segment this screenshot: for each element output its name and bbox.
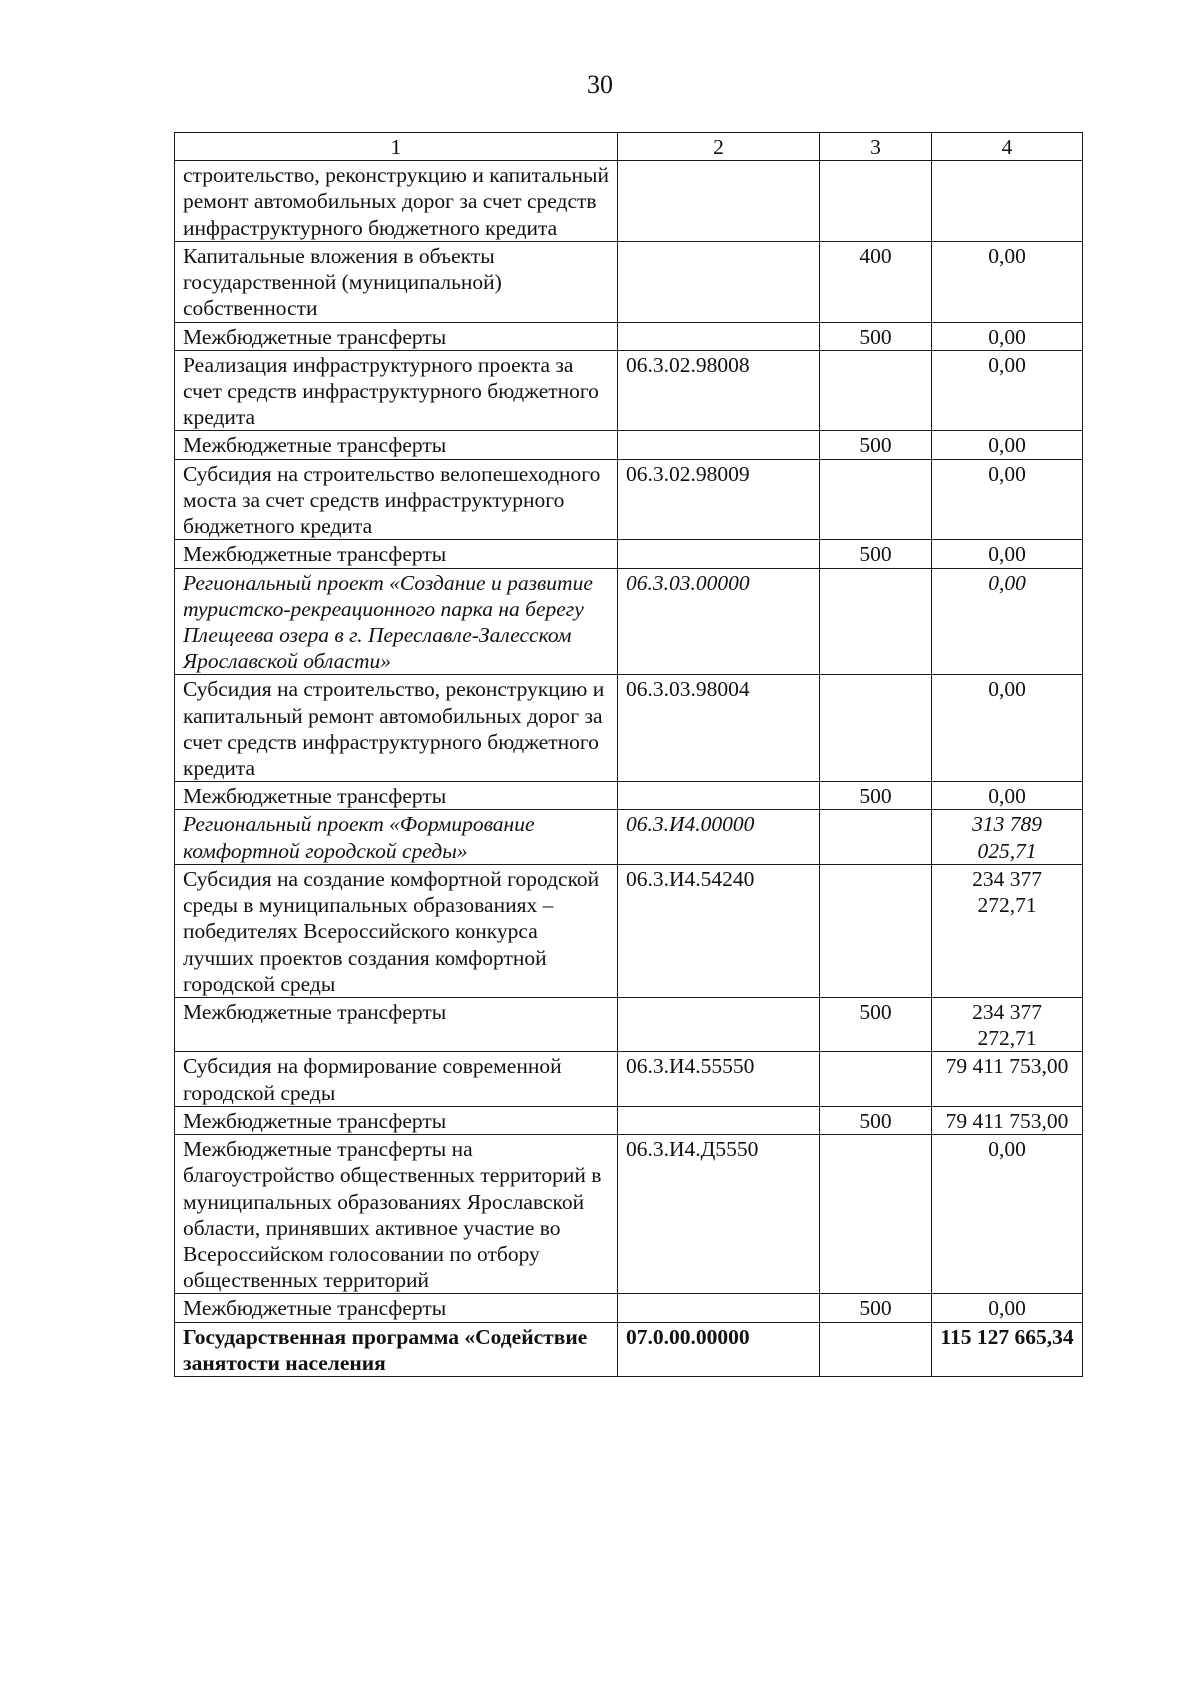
row-name-cell: Межбюджетные трансферты	[175, 1106, 618, 1134]
row-amount-cell: 313 789 025,71	[932, 810, 1083, 864]
row-code-cell: 07.0.00.00000	[618, 1322, 820, 1376]
row-type-cell: 500	[820, 540, 932, 568]
row-code-cell	[618, 161, 820, 242]
row-type-cell	[820, 1052, 932, 1106]
row-code-cell	[618, 1294, 820, 1322]
row-name-cell: Межбюджетные трансферты	[175, 431, 618, 459]
row-name-cell: Государственная программа «Содействие занятости населения	[175, 1322, 618, 1376]
row-name-cell: Межбюджетные трансферты	[175, 782, 618, 810]
page-number: 30	[587, 70, 613, 99]
row-name-cell: Региональный проект «Формирование комфортной городской среды»	[175, 810, 618, 864]
row-amount-cell: 234 377 272,71	[932, 998, 1083, 1052]
row-amount-cell: 0,00	[932, 1294, 1083, 1322]
row-type-cell	[820, 161, 932, 242]
row-amount-cell: 0,00	[932, 241, 1083, 322]
row-code-cell: 06.3.02.98009	[618, 459, 820, 540]
table-row	[175, 1322, 1083, 1376]
row-amount-cell: 0,00	[932, 350, 1083, 431]
table-row	[175, 1106, 1083, 1134]
row-name-cell: Межбюджетные трансферты	[175, 998, 618, 1052]
row-code-cell: 06.3.03.00000	[618, 568, 820, 675]
table-row	[175, 810, 1083, 864]
table-row	[175, 1294, 1083, 1322]
row-type-cell: 500	[820, 322, 932, 350]
row-name-cell: Реализация инфраструктурного проекта за счет средств инфраструктурного бюджетного кредита	[175, 350, 618, 431]
table-header-row	[175, 133, 1083, 161]
row-code-cell: 06.3.03.98004	[618, 675, 820, 782]
row-type-cell: 500	[820, 1294, 932, 1322]
row-amount-cell: 0,00	[932, 540, 1083, 568]
row-type-cell: 500	[820, 998, 932, 1052]
table-row	[175, 540, 1083, 568]
row-name-cell: Субсидия на строительство, реконструкцию и капитальный ремонт автомобильных дорог за счет средств инфраструктурного бюджетного кредита	[175, 675, 618, 782]
row-amount-cell: 79 411 753,00	[932, 1106, 1083, 1134]
row-name-cell: Региональный проект «Создание и развитие туристско-рекреационного парка на берегу Плещеева озера в г. Переславле-Залесском Ярославской области»	[175, 568, 618, 675]
row-code-cell	[618, 431, 820, 459]
row-code-cell	[618, 241, 820, 322]
table-row	[175, 322, 1083, 350]
row-name-cell: Субсидия на строительство велопешеходного моста за счет средств инфраструктурного бюджетного кредита	[175, 459, 618, 540]
table-row	[175, 241, 1083, 322]
row-name-cell: Межбюджетные трансферты на благоустройство общественных территорий в муниципальных образованиях Ярославской области, принявших активное участие во Всероссийском голосовании по отбору общественных территорий	[175, 1135, 618, 1294]
row-code-cell: 06.3.И4.Д5550	[618, 1135, 820, 1294]
budget-table	[174, 132, 1083, 1377]
row-type-cell	[820, 459, 932, 540]
table-row	[175, 350, 1083, 431]
row-amount-cell: 0,00	[932, 1135, 1083, 1294]
table-row	[175, 568, 1083, 675]
column-header: 1	[175, 133, 618, 161]
row-code-cell	[618, 1106, 820, 1134]
table-row	[175, 675, 1083, 782]
row-name-cell: Межбюджетные трансферты	[175, 1294, 618, 1322]
table-row	[175, 1135, 1083, 1294]
row-amount-cell: 0,00	[932, 675, 1083, 782]
row-code-cell: 06.3.И4.55550	[618, 1052, 820, 1106]
row-type-cell: 500	[820, 782, 932, 810]
row-type-cell	[820, 675, 932, 782]
row-type-cell	[820, 1135, 932, 1294]
row-code-cell	[618, 540, 820, 568]
row-amount-cell: 79 411 753,00	[932, 1052, 1083, 1106]
row-name-cell: Субсидия на создание комфортной городской среды в муниципальных образованиях – победителях Всероссийского конкурса лучших проектов создания комфортной городской среды	[175, 864, 618, 997]
row-type-cell	[820, 1322, 932, 1376]
row-code-cell: 06.3.И4.54240	[618, 864, 820, 997]
column-header: 4	[932, 133, 1083, 161]
row-amount-cell: 234 377 272,71	[932, 864, 1083, 997]
table-row	[175, 864, 1083, 997]
table-row	[175, 161, 1083, 242]
table-row	[175, 1052, 1083, 1106]
row-amount-cell: 0,00	[932, 459, 1083, 540]
row-type-cell	[820, 810, 932, 864]
row-type-cell	[820, 350, 932, 431]
row-name-cell: Межбюджетные трансферты	[175, 540, 618, 568]
row-type-cell: 500	[820, 1106, 932, 1134]
table-row	[175, 459, 1083, 540]
row-code-cell	[618, 782, 820, 810]
row-amount-cell: 0,00	[932, 431, 1083, 459]
row-amount-cell: 0,00	[932, 782, 1083, 810]
row-type-cell: 400	[820, 241, 932, 322]
row-code-cell	[618, 998, 820, 1052]
row-amount-cell: 0,00	[932, 568, 1083, 675]
table-body	[175, 161, 1083, 1377]
row-code-cell	[618, 322, 820, 350]
row-type-cell: 500	[820, 431, 932, 459]
table-row	[175, 431, 1083, 459]
column-header: 2	[618, 133, 820, 161]
row-name-cell: Межбюджетные трансферты	[175, 322, 618, 350]
column-header: 3	[820, 133, 932, 161]
row-type-cell	[820, 864, 932, 997]
row-amount-cell: 115 127 665,34	[932, 1322, 1083, 1376]
row-amount-cell: 0,00	[932, 322, 1083, 350]
row-type-cell	[820, 568, 932, 675]
row-name-cell: строительство, реконструкцию и капитальный ремонт автомобильных дорог за счет средств инфраструктурного бюджетного кредита	[175, 161, 618, 242]
row-name-cell: Субсидия на формирование современной городской среды	[175, 1052, 618, 1106]
row-code-cell: 06.3.02.98008	[618, 350, 820, 431]
row-name-cell: Капитальные вложения в объекты государственной (муниципальной) собственности	[175, 241, 618, 322]
table-row	[175, 782, 1083, 810]
row-code-cell: 06.3.И4.00000	[618, 810, 820, 864]
table-row	[175, 998, 1083, 1052]
row-amount-cell	[932, 161, 1083, 242]
